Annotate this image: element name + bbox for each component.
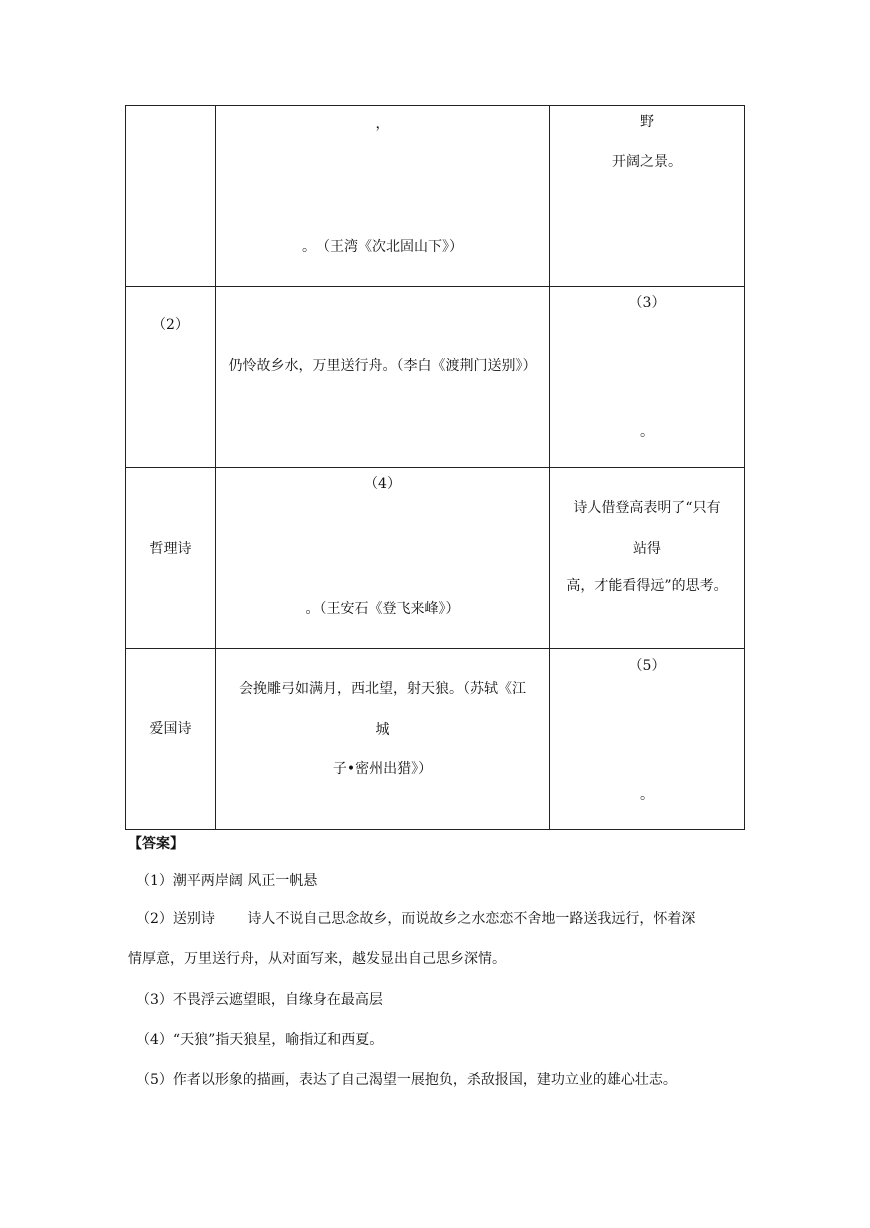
- poem-source: 。 （王湾《次北固山下》）: [302, 239, 463, 255]
- analysis-cell: [550, 287, 745, 468]
- table-row: [126, 287, 745, 468]
- analysis-text: 高，才能看得远”的思考。: [566, 578, 728, 594]
- answer-slot-3: （3）: [628, 295, 666, 311]
- category-cell: [126, 649, 216, 830]
- analysis-cell: [550, 649, 745, 830]
- analysis-text: 。: [640, 424, 654, 440]
- answer-item: （1）潮平两岸阔 风正一帆悬: [136, 873, 318, 889]
- answer-item: （2）送别诗 诗人不说自己思念故乡，而说故乡之水恋恋不舍地一路送我远行，怀着深: [136, 911, 696, 927]
- category-label: 爱国诗: [149, 721, 192, 737]
- analysis-cell: [550, 106, 745, 287]
- analysis-text: 站得: [633, 541, 661, 557]
- poem-source: 。（王安石《登飞来峰》）: [305, 601, 460, 617]
- analysis-text: 野: [640, 114, 654, 130]
- answer-item: （4）“天狼”指天狼星，喻指辽和西夏。: [136, 1032, 384, 1048]
- answer-item: （3）不畏浮云遮望眼，自缘身在最高层: [136, 992, 383, 1008]
- answer-slot-4: （4）: [364, 476, 401, 492]
- poem-text: 城: [375, 722, 390, 738]
- category-cell: [126, 468, 216, 649]
- answer-slot-5: （5）: [628, 658, 666, 674]
- poem-cell: [216, 287, 550, 468]
- analysis-cell: [550, 468, 745, 649]
- poetry-table: [125, 105, 745, 830]
- table-row: [126, 649, 745, 830]
- category-cell: [126, 106, 216, 287]
- poem-cell: [216, 106, 550, 287]
- table-row: [126, 468, 745, 649]
- answer-item: （5）作者以形象的描画，表达了自己渴望一展抱负，杀敌报国，建功立业的雄心壮志。: [136, 1072, 677, 1088]
- poem-cell: [216, 649, 550, 830]
- category-label: （2）: [152, 317, 189, 333]
- analysis-text: 诗人借登高表明了“只有: [573, 500, 721, 516]
- analysis-text: 。: [640, 787, 654, 803]
- category-cell: [126, 287, 216, 468]
- answer-heading: 【答案】: [128, 836, 184, 852]
- poem-source: 子•密州出猎》）: [332, 761, 433, 777]
- poem-text: 会挽雕弓如满月，西北望，射天狼。（苏轼《江: [239, 681, 526, 697]
- poem-text: ，: [375, 116, 390, 132]
- analysis-text: 开阔之景。: [612, 154, 682, 170]
- table-row: [126, 106, 745, 287]
- answer-item-continuation: 情厚意，万里送行舟，从对面写来，越发显出自己思乡深情。: [128, 951, 506, 967]
- category-label: 哲理诗: [149, 541, 192, 557]
- poem-text: 仍怜故乡水，万里送行舟。（李白《渡荆门送别》）: [228, 358, 537, 374]
- poem-cell: [216, 468, 550, 649]
